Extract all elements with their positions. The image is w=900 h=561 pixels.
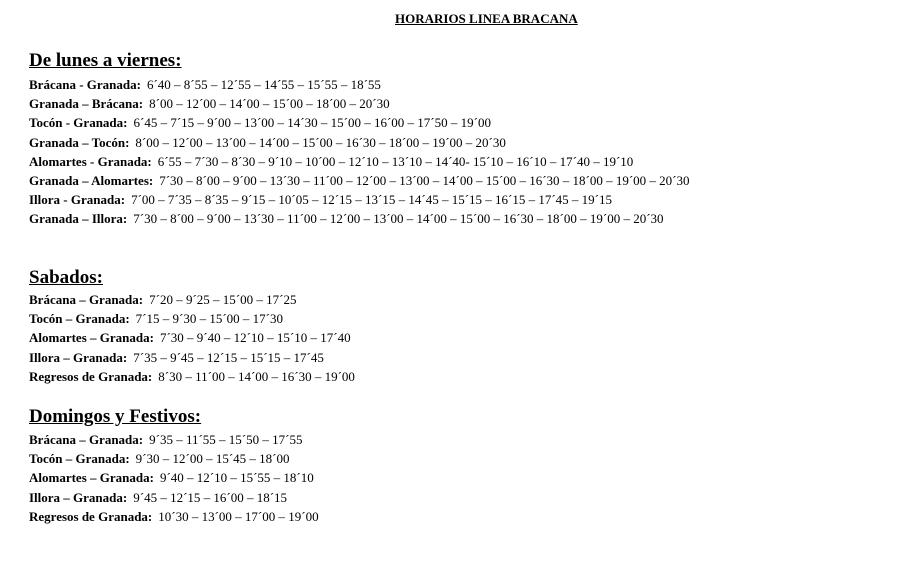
schedule-row — [29, 75, 690, 94]
departure-times: 6´55 – 7´30 – 8´30 – 9´10 – 10´00 – 12´10 – 13´10 – 14´40- 15´10 – 16´10 – 17´40 – 19´10 — [157, 153, 634, 169]
route-label: Regresos de Granada: — [29, 368, 153, 384]
departure-times: 7´35 – 9´45 – 12´15 – 15´15 – 17´45 — [133, 349, 324, 365]
schedule-row — [29, 209, 690, 228]
route-label: Alomartes – Granada: — [29, 330, 154, 346]
schedule-row — [29, 449, 319, 468]
schedule-row — [29, 348, 355, 367]
schedule-list-sundays-holidays — [29, 430, 319, 526]
departure-times: 9´30 – 12´00 – 15´45 – 18´00 — [135, 451, 290, 467]
departure-times: 8´00 – 12´00 – 13´00 – 14´00 – 15´00 – 16´30 – 18´00 – 19´00 – 20´30 — [135, 134, 506, 150]
section-heading-weekdays: De lunes a viernes: — [29, 50, 182, 71]
departure-times: 7´15 – 9´30 – 15´00 – 17´30 — [135, 311, 283, 327]
schedule-row — [29, 290, 355, 309]
route-label: Alomartes – Granada: — [29, 470, 154, 486]
departure-times: 8´00 – 12´00 – 14´00 – 15´00 – 18´00 – 20´30 — [149, 96, 390, 112]
route-label: Illora – Granada: — [29, 489, 128, 505]
departure-times: 7´30 – 8´00 – 9´00 – 13´30 – 11´00 – 12´00 – 13´00 – 14´00 – 15´00 – 16´30 – 18´00 – 19´00 – 20´30 — [159, 173, 690, 189]
schedule-row — [29, 152, 690, 171]
route-label: Granada – Alomartes: — [29, 173, 154, 189]
schedule-row — [29, 507, 319, 526]
route-label: Brácana - Granada: — [29, 77, 141, 92]
schedule-row — [29, 309, 355, 328]
section-heading-text: Domingos y Festivos — [29, 406, 195, 427]
section-heading-saturdays: Sabados: — [29, 267, 103, 288]
schedule-row — [29, 133, 690, 152]
route-label: Granada – Tocón: — [29, 134, 130, 150]
route-label: Tocón – Granada: — [29, 451, 130, 467]
schedule-row — [29, 113, 690, 132]
section-heading-text: Sabados — [29, 267, 97, 288]
schedule-row — [29, 468, 319, 487]
route-label: Brácana – Granada: — [29, 292, 144, 307]
route-label: Granada – Illora: — [29, 211, 128, 227]
route-label: Brácana – Granada: — [29, 432, 144, 447]
section-heading-text: De lunes a viernes — [29, 50, 176, 71]
route-label: Alomartes - Granada: — [29, 153, 152, 169]
route-label: Tocón - Granada: — [29, 115, 128, 131]
route-label: Illora – Granada: — [29, 349, 128, 365]
departure-times: 10´30 – 13´00 – 17´00 – 19´00 — [158, 508, 319, 524]
document-title: HORARIOS LINEA BRACANA — [395, 11, 578, 26]
departure-times: 7´00 – 7´35 – 8´35 – 9´15 – 10´05 – 12´15 – 13´15 – 14´45 – 15´15 – 16´15 – 17´45 – 19´15 — [131, 192, 613, 208]
schedule-row — [29, 328, 355, 347]
departure-times: 6´40 – 8´55 – 12´55 – 14´55 – 15´55 – 18´55 — [146, 77, 381, 92]
route-label: Regresos de Granada: — [29, 508, 153, 524]
departure-times: 6´45 – 7´15 – 9´00 – 13´00 – 14´30 – 15´00 – 16´00 – 17´50 – 19´00 — [133, 115, 491, 131]
schedule-row — [29, 367, 355, 386]
departure-times: 7´30 – 9´40 – 12´10 – 15´10 – 17´40 — [159, 330, 351, 346]
schedule-list-weekdays — [29, 75, 690, 229]
schedule-row — [29, 430, 319, 449]
schedule-row — [29, 190, 690, 209]
schedule-row — [29, 488, 319, 507]
schedule-row — [29, 171, 690, 190]
route-label: Illora - Granada: — [29, 192, 126, 208]
route-label: Granada – Brácana: — [29, 96, 144, 112]
departure-times: 9´45 – 12´15 – 16´00 – 18´15 — [133, 489, 288, 505]
section-heading-sundays-holidays: Domingos y Festivos: — [29, 406, 202, 427]
departure-times: 7´20 – 9´25 – 15´00 – 17´25 — [149, 292, 297, 307]
schedule-list-saturdays — [29, 290, 355, 386]
schedule-row — [29, 94, 690, 113]
departure-times: 7´30 – 8´00 – 9´00 – 13´30 – 11´00 – 12´00 – 13´00 – 14´00 – 15´00 – 16´30 – 18´00 – 19´00 – 20´30 — [133, 211, 664, 227]
departure-times: 9´40 – 12´10 – 15´55 – 18´10 — [159, 470, 314, 486]
departure-times: 9´35 – 11´55 – 15´50 – 17´55 — [149, 432, 303, 447]
route-label: Tocón – Granada: — [29, 311, 130, 327]
departure-times: 8´30 – 11´00 – 14´00 – 16´30 – 19´00 — [158, 368, 355, 384]
